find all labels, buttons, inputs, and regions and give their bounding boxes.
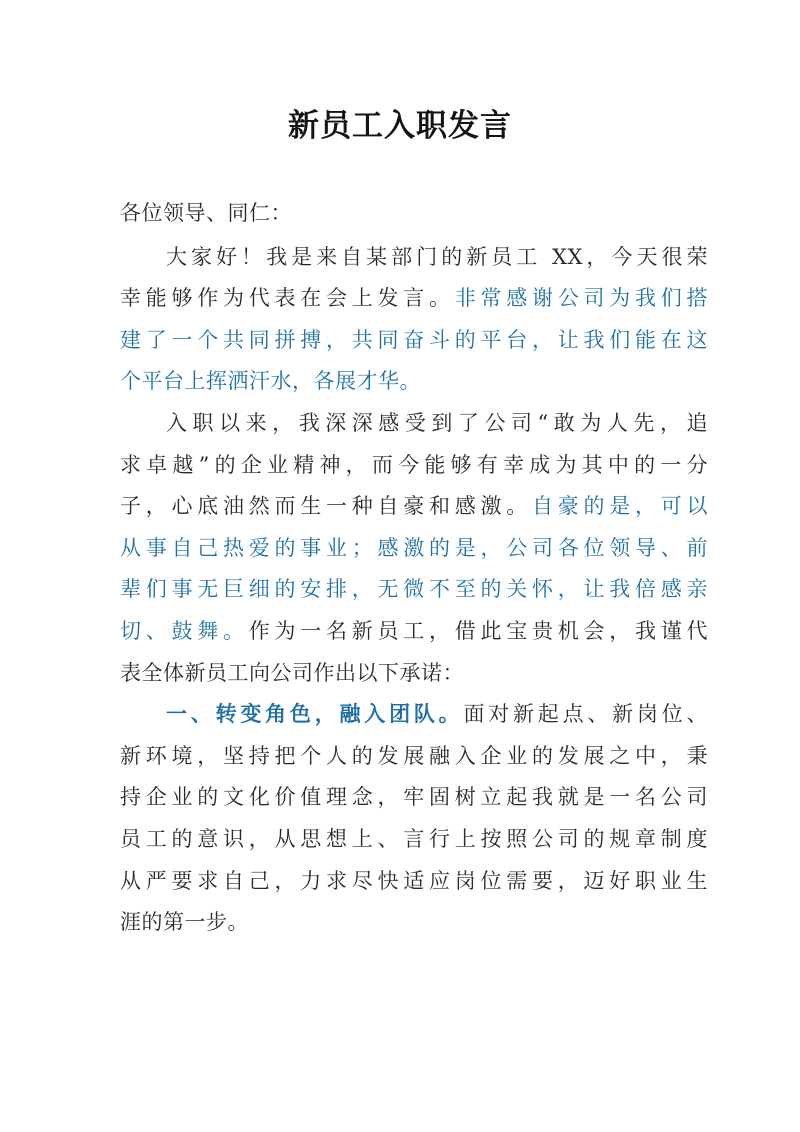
text-run: 子，心底油然而生一种自豪和感激。 [120,494,532,519]
text-line [120,777,708,819]
highlighted-text-run: 非常感谢公司为我们搭 [454,286,708,311]
text-line [120,237,708,279]
text-run: 员工的意识，从思想上、言行上按照公司的规章制度 [120,826,708,851]
salutation: 各位领导、同仁： [120,201,292,225]
document-body [120,193,708,944]
text-line [120,902,708,944]
text-run: 幸能够作为代表在会上发言。 [120,286,455,311]
text-line [120,611,708,653]
text-line [120,445,708,487]
text-run: 作为一名新员工，借此宝贵机会，我谨代 [248,618,708,643]
text-line [120,278,708,320]
paragraph [120,694,708,944]
text-run: 涯的第一步。 [120,910,249,935]
text-line [120,528,708,570]
highlighted-text-run: 切、鼓舞。 [120,618,249,643]
text-run: 大家好！我是来自某部门的新员工 XX，今天很荣 [166,244,708,269]
text-run: 持企业的文化价值理念，牢固树立起我就是一名公司 [120,785,708,810]
highlighted-text-run: 一、转变角色，融入团队。 [166,702,464,727]
text-line [120,569,708,611]
text-run: 求卓越”的企业精神，而今能够有幸成为其中的一分 [120,452,708,477]
paragraphs-container [120,237,708,944]
text-line [120,736,708,778]
highlighted-text-run: 建了一个共同拼搏，共同奋斗的平台，让我们能在这 [120,327,708,352]
highlighted-text-run: 自豪的是，可以 [532,494,708,519]
text-line [120,361,708,403]
text-run: 从严要求自己，力求尽快适应岗位需要，迈好职业生 [120,868,708,893]
text-run: 新环境，坚持把个人的发展融入企业的发展之中，秉 [120,743,708,768]
paragraph [120,403,708,694]
text-line [120,320,708,362]
highlighted-text-run: 辈们事无巨细的安排，无微不至的关怀，让我倍感亲 [120,577,708,602]
highlighted-text-run: 个平台上挥洒汗水，各展才华。 [120,369,421,394]
document-title: 新员工入职发言 [288,108,512,144]
text-line [120,861,708,903]
text-line [120,653,708,695]
text-run: 入职以来，我深深感受到了公司“敢为人先，追 [166,410,708,435]
highlighted-text-run: 从事自己热爱的事业；感激的是，公司各位领导、前 [120,535,708,560]
text-run: 表全体新员工向公司作出以下承诺： [120,660,464,685]
text-line [120,694,708,736]
paragraph [120,237,708,403]
text-line [120,819,708,861]
text-run: 面对新起点、新岗位、 [463,702,709,727]
text-line [120,403,708,445]
text-line [120,486,708,528]
